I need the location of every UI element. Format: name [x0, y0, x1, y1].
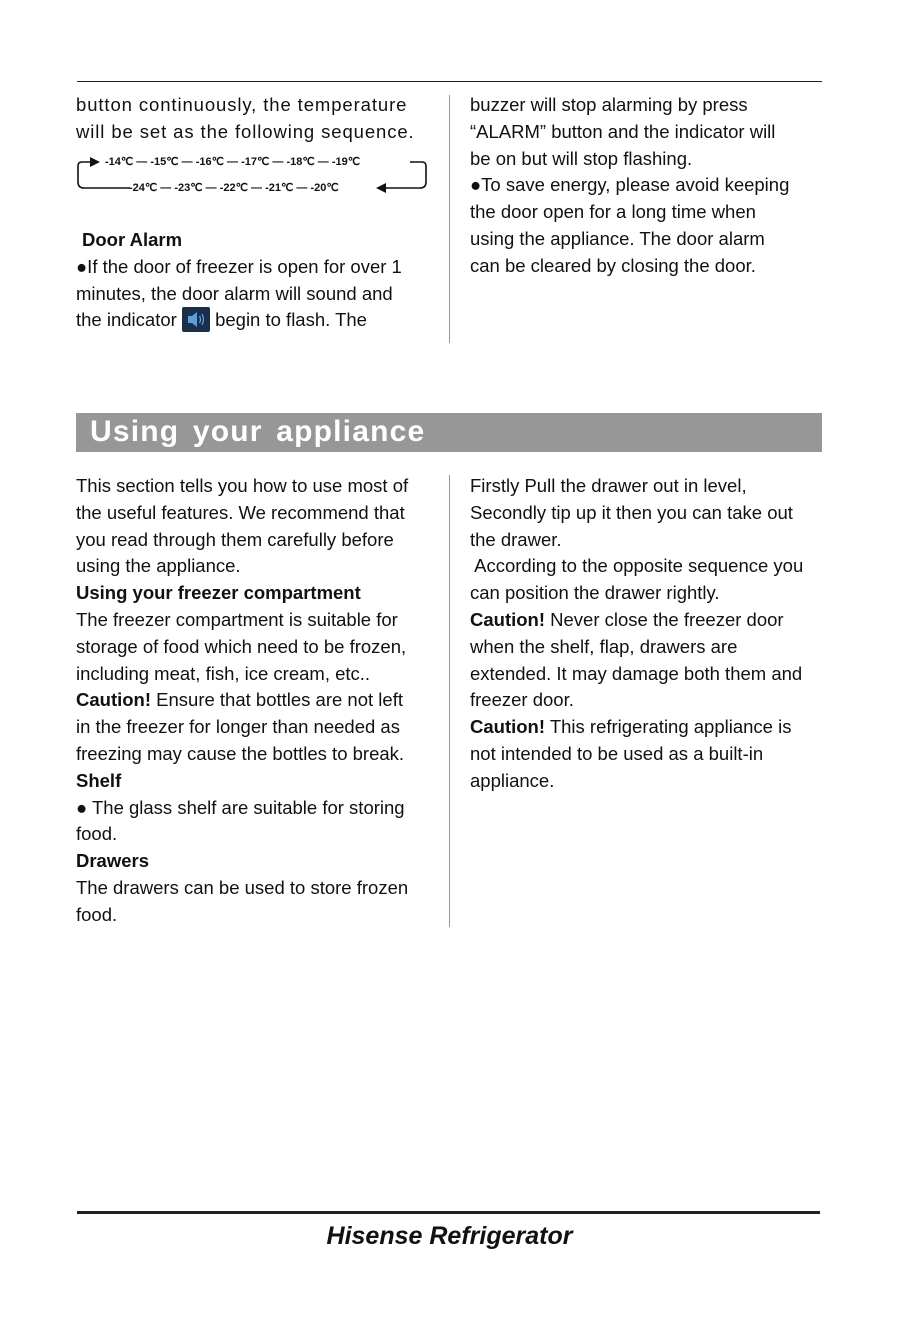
caution-label: Caution!: [470, 608, 546, 630]
top-left-column: [76, 92, 441, 146]
top-column-divider: [449, 95, 450, 343]
text-line: [76, 307, 446, 334]
door-alarm-block: [76, 227, 446, 334]
caution-line: [76, 687, 444, 714]
text-line: ● The glass shelf are suitable for storing: [76, 796, 405, 818]
text-line: freezing may cause the bottles to break.: [76, 742, 405, 764]
text-line: The drawers can be used to store frozen: [76, 876, 409, 898]
text-fragment: Ensure that bottles are not left: [151, 689, 403, 711]
text-line: ●To save energy, please avoid keeping: [470, 174, 790, 196]
text-fragment: begin to flash. The: [215, 309, 367, 331]
text-fragment: Never close the freezer door: [545, 608, 784, 630]
caution-label: Caution!: [76, 689, 152, 711]
text-line: you read through them carefully before: [76, 528, 394, 550]
text-line: buzzer will stop alarming by press: [470, 94, 748, 115]
text-line: using the appliance.: [76, 555, 241, 577]
door-alarm-heading: Door Alarm: [82, 229, 183, 250]
heading-drawers: Drawers: [76, 850, 150, 872]
caution-line: [470, 607, 840, 634]
section-title: Using your appliance: [90, 415, 426, 448]
sequence-top-row: -14℃ — -15℃ — -16℃ — -17℃ — -18℃ — -19℃: [105, 156, 361, 168]
speaker-icon: [182, 307, 210, 332]
text-line: freezer door.: [470, 689, 574, 711]
text-line: when the shelf, flap, drawers are: [470, 635, 738, 657]
text-line: the useful features. We recommend that: [76, 501, 405, 523]
text-line: the drawer.: [470, 528, 562, 550]
heading-freezer-compartment: Using your freezer compartment: [76, 582, 361, 604]
text-line: be on but will stop flashing.: [470, 147, 693, 169]
text-line: food.: [76, 903, 118, 925]
text-line: Secondly tip up it then you can take out: [470, 501, 793, 523]
text-line: will be set as the following sequence.: [76, 120, 415, 142]
text-line: in the freezer for longer than needed as: [76, 716, 400, 738]
left-column: [76, 473, 444, 929]
text-line: appliance.: [470, 769, 555, 791]
text-fragment: the indicator: [76, 309, 177, 331]
text-line: storage of food which need to be frozen,: [76, 635, 407, 657]
text-line: can position the drawer rightly.: [470, 582, 720, 604]
text-line: According to the opposite sequence you: [470, 555, 804, 577]
text-line: This section tells you how to use most of: [76, 475, 409, 496]
bottom-column-divider: [449, 475, 450, 927]
text-fragment: This refrigerating appliance is: [545, 716, 792, 738]
top-right-column: [470, 92, 830, 280]
right-column: [470, 473, 840, 795]
text-line: button continuously, the temperature: [76, 94, 408, 115]
caution-line: [470, 714, 840, 741]
text-line: can be cleared by closing the door.: [470, 254, 756, 276]
text-line: “ALARM” button and the indicator will: [470, 120, 776, 142]
heading-shelf: Shelf: [76, 769, 122, 791]
section-banner: [76, 413, 822, 452]
text-line: extended. It may damage both them and: [470, 662, 803, 684]
text-line: not intended to be used as a built-in: [470, 742, 764, 764]
text-line: including meat, fish, ice cream, etc..: [76, 662, 371, 684]
sequence-bottom-row: -24℃ — -23℃ — -22℃ — -21℃ — -20℃: [129, 182, 339, 194]
footer-rule: [77, 1211, 820, 1214]
temperature-sequence-diagram: [74, 152, 434, 196]
text-line: Firstly Pull the drawer out in level,: [470, 475, 747, 496]
text-line: using the appliance. The door alarm: [470, 227, 765, 249]
text-line: food.: [76, 823, 118, 845]
top-rule: [77, 81, 822, 82]
text-line: the door open for a long time when: [470, 201, 756, 223]
text-line: ●If the door of freezer is open for over 1: [76, 255, 402, 277]
text-line: The freezer compartment is suitable for: [76, 608, 398, 630]
footer-brand: Hisense Refrigerator: [326, 1222, 573, 1250]
caution-label: Caution!: [470, 716, 546, 738]
text-line: minutes, the door alarm will sound and: [76, 282, 393, 304]
